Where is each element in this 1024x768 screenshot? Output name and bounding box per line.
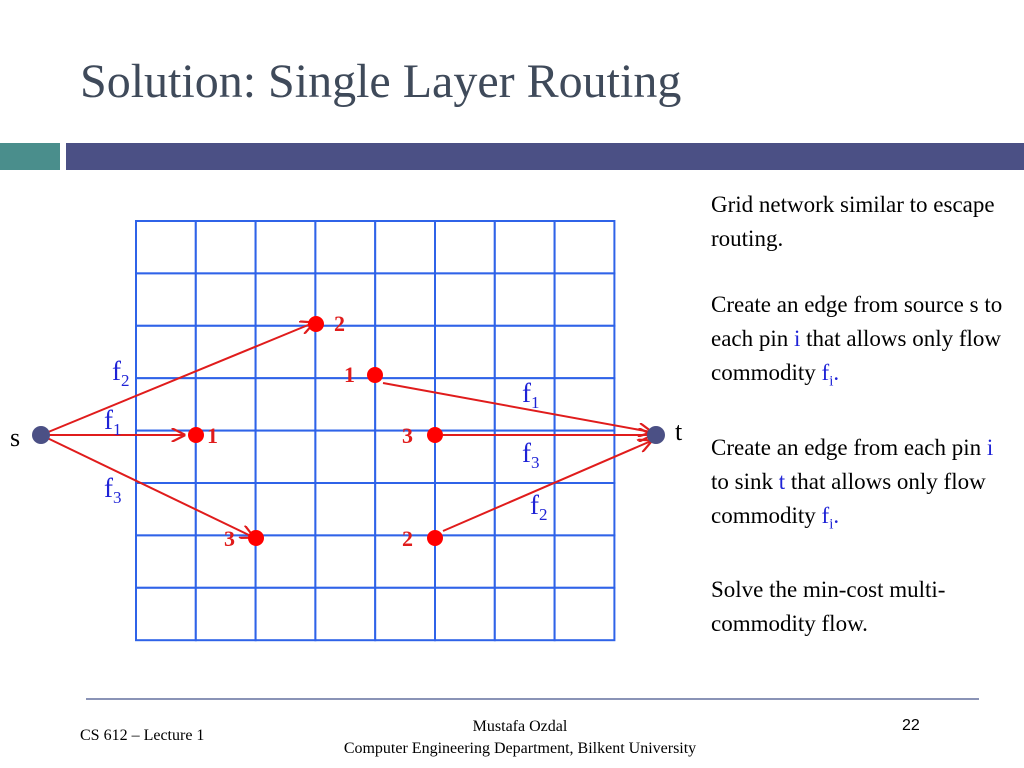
grid-cell [555,483,615,535]
grid-cell [196,588,256,640]
flow-label: $f_3$ [522,438,540,472]
grid-cell [495,588,555,640]
explanation-panel [711,188,1011,673]
grid-cell [435,588,495,640]
grid-cell [375,221,435,273]
source-label: s [10,423,21,452]
pin-node [427,530,443,546]
grid-cell [196,273,256,325]
grid-cell [435,535,495,587]
grid-cell [136,535,196,587]
footer-course: CS 612 – Lecture 1 [80,727,205,744]
grid-cell [435,431,495,483]
flow-label: $f_2$ [112,356,130,390]
pin-label: 2 [334,311,345,336]
grid-cell [315,588,375,640]
flow-label: $f_1$ [522,378,540,412]
grid-cell [315,273,375,325]
grid-cell [435,483,495,535]
grid-cell [136,326,196,378]
explanation-paragraph-3: Create an edge from each pin i to sink t that allows only flow commodity $f_i$. [711,434,994,533]
pin-node [367,367,383,383]
pin-node [308,316,324,332]
grid-cell [256,431,316,483]
grid-cell [495,535,555,587]
grid-cell [196,431,256,483]
grid-cell [435,273,495,325]
pin-label: 1 [207,423,218,448]
grid-cell [136,431,196,483]
pin-label: 2 [402,526,413,551]
pin-node [427,427,443,443]
source-node [32,426,50,444]
grid-cell [435,326,495,378]
grid-cell [256,535,316,587]
grid-cell [555,221,615,273]
explanation-paragraph-4: Solve the min-cost multi-commodity flow. [711,577,946,637]
page-number: 22 [902,717,920,734]
pin-label: 3 [402,423,413,448]
grid-cell [315,483,375,535]
sink-node [647,426,665,444]
pin-label: 3 [224,526,235,551]
explanation-paragraph-1: Grid network similar to escape routing. [711,192,995,251]
grid-cell [256,273,316,325]
flow-label: $f_2$ [530,490,548,524]
grid-cell [315,535,375,587]
sink-label: t [675,417,683,446]
flow-label: $f_1$ [104,405,122,439]
grid-cell [256,588,316,640]
footer-credits [300,716,740,760]
pin-node [248,530,264,546]
grid-cell [375,273,435,325]
grid-cell [555,588,615,640]
grid-cell [136,221,196,273]
grid-cell [136,588,196,640]
slide-title: Solution: Single Layer Routing [80,55,682,108]
grid-cell [256,483,316,535]
grid-cell [435,221,495,273]
grid-cell [555,535,615,587]
grid-cell [555,326,615,378]
footer-department: Computer Engineering Department, Bilkent University [343,740,697,757]
grid-cell [196,378,256,430]
footer-author: Mustafa Ozdal [472,718,568,735]
explanation-paragraph-2: Create an edge from source s to each pin i that allows only flow commodity $f_i$. [711,292,1003,390]
flow-label: $f_3$ [104,473,122,507]
grid-cell [495,326,555,378]
grid-cell [375,326,435,378]
grid-cell [136,483,196,535]
grid-cell [196,221,256,273]
grid-cell [256,378,316,430]
grid-cell [495,273,555,325]
grid-cell [315,221,375,273]
grid-cell [555,273,615,325]
footer-divider [86,698,979,700]
grid-cell [555,431,615,483]
grid-cell [196,326,256,378]
grid-cell [136,273,196,325]
grid-cell [256,221,316,273]
grid-cell [435,378,495,430]
grid-cell [315,431,375,483]
grid-cell [495,221,555,273]
grid-cell [136,378,196,430]
grid-cell [375,588,435,640]
pin-node [188,427,204,443]
pin-label: 1 [344,362,355,387]
